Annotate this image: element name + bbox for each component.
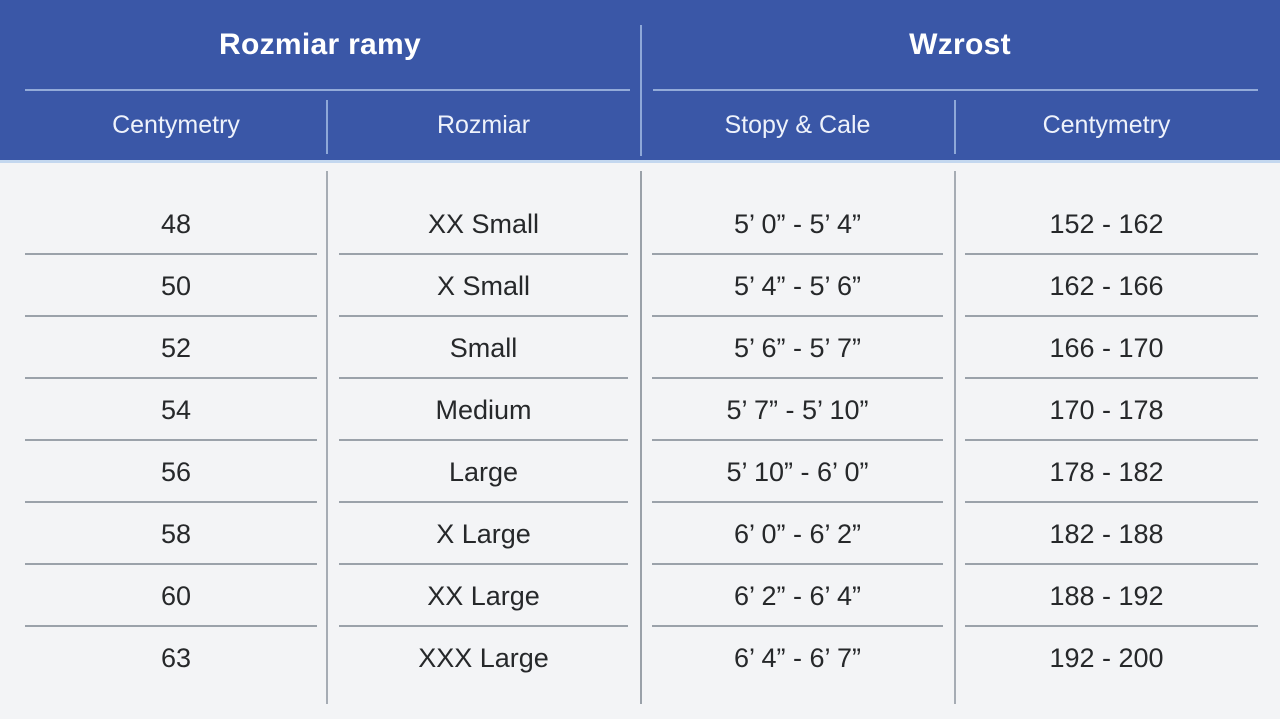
column-header-size-name: Rozmiar [436, 110, 531, 139]
table-row [0, 565, 1280, 627]
cell-frame-cm: 54 [0, 379, 327, 441]
frame-size-subheaders [0, 90, 640, 160]
header-rule-left [25, 89, 630, 91]
cell-height-cm: 166 - 170 [955, 317, 1280, 379]
table-row [0, 503, 1280, 565]
cell-frame-cm: 52 [0, 317, 327, 379]
cell-size-name: Small [327, 317, 640, 379]
cell-size-name: XX Small [327, 193, 640, 255]
header-center-divider [640, 25, 642, 156]
cell-size-name: Large [327, 441, 640, 503]
cell-size-name: X Large [327, 503, 640, 565]
cell-feet-inches: 6’ 2” - 6’ 4” [640, 565, 955, 627]
header-right-subdivider [954, 100, 956, 154]
cell-height-cm: 178 - 182 [955, 441, 1280, 503]
cell-size-name: XX Large [327, 565, 640, 627]
cell-feet-inches: 5’ 10” - 6’ 0” [640, 441, 955, 503]
cell-height-cm: 182 - 188 [955, 503, 1280, 565]
cell-height-cm: 170 - 178 [955, 379, 1280, 441]
cell-frame-cm: 63 [160, 642, 192, 673]
cell-height-cm: 152 - 162 [955, 193, 1280, 255]
table-body [0, 163, 1280, 719]
cell-frame-cm: 56 [0, 441, 327, 503]
height-group-title: Wzrost [909, 28, 1011, 61]
cell-frame-cm: 48 [0, 193, 327, 255]
height-group [640, 0, 1280, 160]
table-row [0, 379, 1280, 441]
table-row [0, 441, 1280, 503]
column-header-feet-inches: Stopy & Cale [724, 110, 871, 139]
table-row [0, 627, 1280, 689]
table-rows [0, 193, 1280, 689]
frame-size-group [0, 0, 640, 160]
cell-size-name: Medium [327, 379, 640, 441]
cell-feet-inches: 5’ 4” - 5’ 6” [640, 255, 955, 317]
table-row [0, 255, 1280, 317]
cell-feet-inches: 6’ 0” - 6’ 2” [640, 503, 955, 565]
frame-size-group-title: Rozmiar ramy [218, 28, 421, 61]
table-header [0, 0, 1280, 163]
cell-height-cm: 192 - 200 [1049, 642, 1164, 673]
cell-frame-cm: 60 [0, 565, 327, 627]
table-row [0, 317, 1280, 379]
table-row [0, 193, 1280, 255]
height-subheaders [640, 90, 1280, 160]
cell-size-name: X Small [327, 255, 640, 317]
cell-height-cm: 188 - 192 [955, 565, 1280, 627]
cell-size-name: XXX Large [418, 642, 549, 673]
header-rule-right [653, 89, 1258, 91]
cell-frame-cm: 50 [0, 255, 327, 317]
cell-feet-inches: 6’ 4” - 6’ 7” [733, 642, 862, 673]
cell-height-cm: 162 - 166 [955, 255, 1280, 317]
header-left-subdivider [326, 100, 328, 154]
cell-feet-inches: 5’ 6” - 5’ 7” [640, 317, 955, 379]
cell-feet-inches: 5’ 7” - 5’ 10” [640, 379, 955, 441]
cell-frame-cm: 58 [0, 503, 327, 565]
column-header-height-centimeters: Centymetry [1042, 110, 1171, 139]
column-header-frame-centimeters: Centymetry [112, 110, 240, 139]
cell-feet-inches: 5’ 0” - 5’ 4” [640, 193, 955, 255]
